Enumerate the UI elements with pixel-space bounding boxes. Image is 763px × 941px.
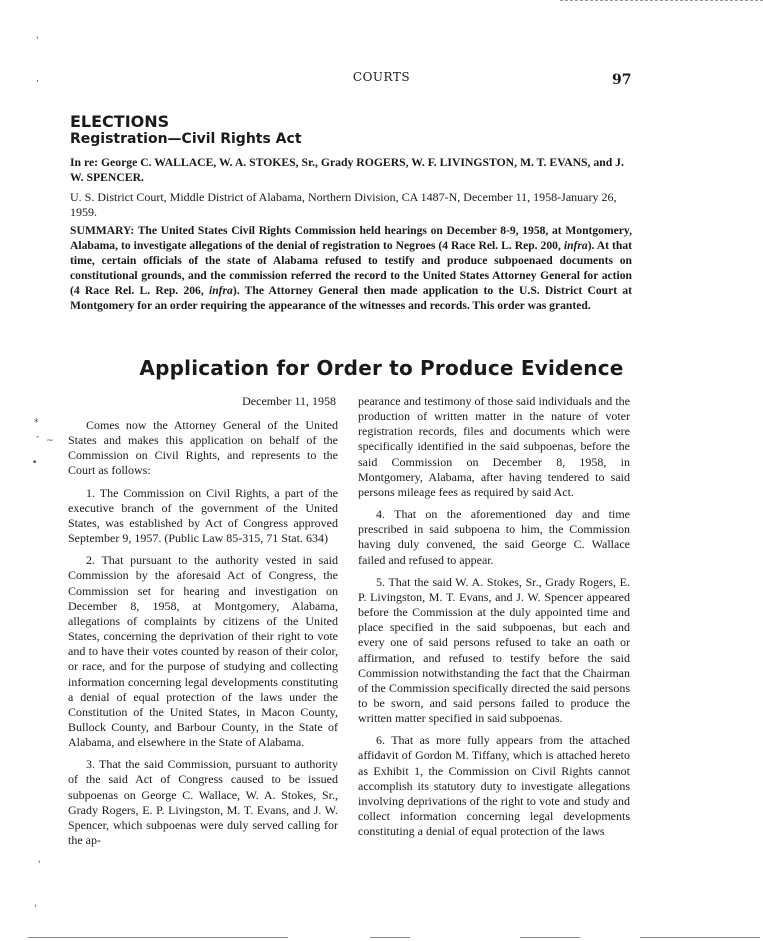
bottom-edge-line xyxy=(28,937,288,938)
running-header: COURTS xyxy=(352,70,411,84)
right-paragraph-5: 5. That the said W. A. Stokes, Sr., Grady Rogers, E. P. Livingston, M. T. Evans, and J. W. Spencer appeared before the Commission at the duly appointed time and place specified in the said subpoenas, but each and every one of said persons refused to take an oath or affirmation, and refused to testify before the said Commission notwithstanding the fact that the Chairman of the Commission specifically directed the said persons to be sworn, and said persons failed to produce the written matter specified in said subpoenas. xyxy=(358,574,630,726)
right-paragraph-continued: pearance and testimony of those said individuals and the production of written matter in the nature of voter registration records, files and documents which were specifically identified in the said subpoenas, before the said Commission on December 8, 1958, in Montgomery, Alabama, after having tendered to said persons mileage fees as required by said Act. xyxy=(358,394,630,499)
bottom-edge-line xyxy=(520,937,580,938)
left-paragraph-3: 3. That the said Commission, pursuant to authority of the said Act of Congress caused to be issued subpoenas on George C. Wallace, W. A. Stokes, Sr., Grady Rogers, E. P. Livingston, M. T. Evans, and J. W. Spencer, which subpoenas were duly served calling for the ap- xyxy=(68,757,338,848)
page-number: 97 xyxy=(612,72,632,88)
subsection-heading: Registration—Civil Rights Act xyxy=(70,131,302,147)
right-paragraph-6: 6. That as more fully appears from the attached affidavit of Gordon M. Tiffany, which is attached hereto as Exhibit 1, the Commission on Civil Rights cannot accomplish its statutory duty to investigate allegations involving deprivations of the right to vote and study and collect information concerning legal developments constituting a denial of equal protection of the laws xyxy=(358,733,630,839)
section-heading: ELECTIONS xyxy=(70,112,170,131)
summary-text-part-1: The United States Civil Rights Commission held hearings on December 8-9, 1958, at Montgomery, Alabama, to investigate allegations of the denial of registration to Negroes (4 Race Rel. L. Rep. 200, xyxy=(70,224,632,252)
court-info: U. S. District Court, Middle District of Alabama, Northern Division, CA 1487-N, December 11, 1958-January 26, 1959. xyxy=(70,190,617,219)
bottom-edge-line xyxy=(370,937,410,938)
left-column xyxy=(68,418,338,855)
scan-speck: * xyxy=(34,418,39,428)
scan-speck: ~ xyxy=(46,436,54,446)
top-edge-dashes xyxy=(560,0,763,1)
filing-date: December 11, 1958 xyxy=(242,394,336,408)
right-paragraph-4: 4. That on the aforementioned day and time prescribed in said subpoena to him, the Commission having duly convened, the said George C. Wallace failed and refused to appear. xyxy=(358,507,630,567)
scan-speck: • xyxy=(32,458,38,468)
application-title: Application for Order to Produce Evidence xyxy=(139,356,624,380)
scan-speck: , xyxy=(36,74,39,84)
scan-speck: ‘ xyxy=(34,904,37,914)
bottom-edge-line xyxy=(640,937,760,938)
case-caption: In re: George C. WALLACE, W. A. STOKES, Sr., Grady ROGERS, W. F. LIVINGSTON, M. T. EVANS, and J. W. SPENCER. xyxy=(70,156,624,184)
summary-paragraph xyxy=(70,224,632,313)
left-paragraph-1: 1. The Commission on Civil Rights, a part of the executive branch of the government of the United States, was established by Act of Congress approved September 9, 1957. (Public Law 85-315, 71 Stat. 634) xyxy=(68,485,338,546)
scan-speck: ' xyxy=(38,860,41,870)
left-paragraph-intro: Comes now the Attorney General of the United States and makes this application on behalf of the Commission on Civil Rights, and represents to the Court as follows: xyxy=(68,418,338,478)
summary-text-part-3: ). The Attorney General then made application to the U.S. District Court at Montgomery for an order requiring the appearance of the witnesses and records. This order was granted. xyxy=(70,283,633,312)
right-column xyxy=(358,394,630,846)
scan-speck: ' xyxy=(36,36,39,46)
summary-text-part-2: ). At that time, certain officials of the state of Alabama refused to testify and produce subpoenaed documents on constitutional grounds, and the commission referred the record to the United States Attorney General for action (4 Race Rel. L. Rep. 206, xyxy=(70,238,632,297)
summary-infra-1: infra xyxy=(563,238,588,252)
left-paragraph-2: 2. That pursuant to the authority vested in said Commission by the aforesaid Act of Congress, the Commission set for hearing and investigation on December 8, 1958, at Montgomery, Alabama, allegations of complaints by citizens of the United States, concerning the deprivation of their right to vote and to have their votes counted by reason of their color, or race, and for the purpose of studying and collecting information concerning legal developments constituting a denial of equal protection of the laws under the Constitution of the United States, in Macon County, Bullock County, and Barbour County, in the State of Alabama, and elsewhere in the State of Alabama. xyxy=(68,553,338,750)
summary-label: SUMMARY: xyxy=(70,224,135,237)
summary-infra-2: infra xyxy=(209,283,233,297)
scan-speck: - xyxy=(36,432,40,442)
